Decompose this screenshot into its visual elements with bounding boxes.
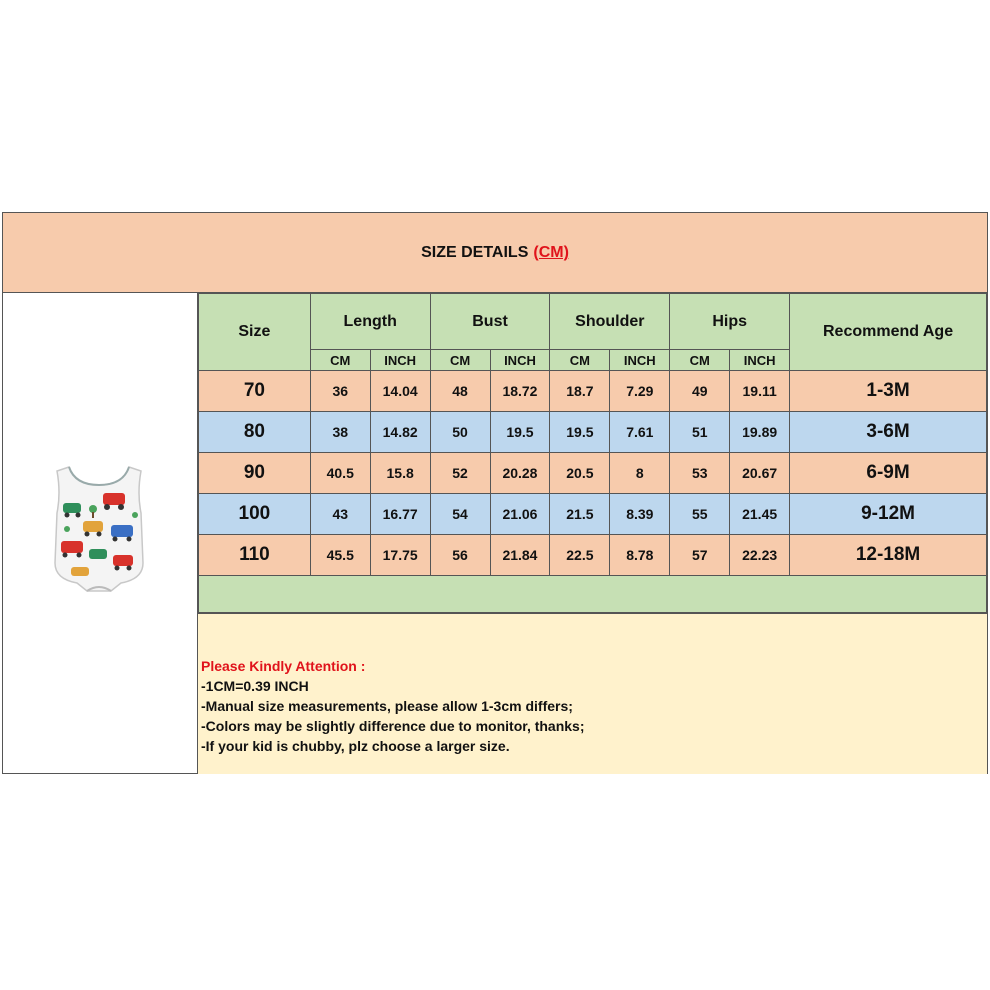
measure-cell: 36	[310, 371, 370, 412]
measure-cell: 19.5	[490, 412, 550, 453]
size-cell: 110	[199, 535, 311, 576]
note-line: -If your kid is chubby, plz choose a larger size.	[201, 738, 510, 754]
measure-cell: 22.23	[730, 535, 790, 576]
measure-cell: 20.28	[490, 453, 550, 494]
spacer-row	[199, 576, 987, 613]
product-image-panel	[3, 293, 198, 773]
notes-heading: Please Kindly Attention :	[201, 658, 366, 674]
size-cell: 90	[199, 453, 311, 494]
table-row	[199, 412, 987, 453]
unit-header: INCH	[730, 350, 790, 371]
measure-cell: 52	[430, 453, 490, 494]
measure-cell: 56	[430, 535, 490, 576]
measure-cell: 16.77	[370, 494, 430, 535]
table-row	[199, 453, 987, 494]
measure-cell: 21.45	[730, 494, 790, 535]
measure-cell: 20.67	[730, 453, 790, 494]
size-chart	[2, 212, 988, 774]
measure-cell: 50	[430, 412, 490, 453]
baby-romper-image	[53, 463, 145, 595]
measure-cell: 40.5	[310, 453, 370, 494]
table-row	[199, 494, 987, 535]
measure-cell: 7.29	[610, 371, 670, 412]
measure-cell: 14.04	[370, 371, 430, 412]
age-cell: 1-3M	[790, 371, 987, 412]
age-cell: 3-6M	[790, 412, 987, 453]
measure-cell: 8.39	[610, 494, 670, 535]
title-text: SIZE DETAILS	[421, 243, 529, 261]
measure-cell: 14.82	[370, 412, 430, 453]
measure-cell: 55	[670, 494, 730, 535]
header-shoulder: Shoulder	[550, 294, 670, 350]
measure-cell: 19.5	[550, 412, 610, 453]
size-cell: 100	[199, 494, 311, 535]
measure-cell: 43	[310, 494, 370, 535]
measure-cell: 53	[670, 453, 730, 494]
note-line: -Manual size measurements, please allow 1-3cm differs;	[201, 698, 573, 714]
empty-cell	[199, 576, 987, 613]
measure-cell: 22.5	[550, 535, 610, 576]
measure-cell: 18.7	[550, 371, 610, 412]
unit-header: INCH	[370, 350, 430, 371]
unit-header: CM	[430, 350, 490, 371]
measure-cell: 48	[430, 371, 490, 412]
title-unit: (CM)	[533, 243, 569, 261]
note-line: -1CM=0.39 INCH	[201, 678, 309, 694]
measure-cell: 38	[310, 412, 370, 453]
unit-header: INCH	[490, 350, 550, 371]
measure-cell: 21.84	[490, 535, 550, 576]
measure-cell: 51	[670, 412, 730, 453]
measure-cell: 18.72	[490, 371, 550, 412]
age-cell: 9-12M	[790, 494, 987, 535]
notes-panel	[198, 613, 987, 774]
measure-cell: 7.61	[610, 412, 670, 453]
measure-cell: 20.5	[550, 453, 610, 494]
header-hips: Hips	[670, 294, 790, 350]
measure-cell: 54	[430, 494, 490, 535]
measure-cell: 8	[610, 453, 670, 494]
note-line: -Colors may be slightly difference due to monitor, thanks;	[201, 718, 585, 734]
age-cell: 12-18M	[790, 535, 987, 576]
header-length: Length	[310, 294, 430, 350]
size-cell: 70	[199, 371, 311, 412]
header-recommend-age: Recommend Age	[790, 294, 987, 371]
table-row	[199, 535, 987, 576]
unit-header: INCH	[610, 350, 670, 371]
age-cell: 6-9M	[790, 453, 987, 494]
unit-header: CM	[550, 350, 610, 371]
notes-text	[201, 656, 585, 756]
measure-cell: 57	[670, 535, 730, 576]
table-row	[199, 371, 987, 412]
measure-cell: 21.06	[490, 494, 550, 535]
measure-cell: 17.75	[370, 535, 430, 576]
measure-cell: 49	[670, 371, 730, 412]
measure-cell: 19.89	[730, 412, 790, 453]
measure-cell: 15.8	[370, 453, 430, 494]
size-table	[198, 293, 987, 613]
title-band	[3, 213, 987, 293]
header-bust: Bust	[430, 294, 550, 350]
measure-cell: 21.5	[550, 494, 610, 535]
measure-cell: 8.78	[610, 535, 670, 576]
unit-header: CM	[310, 350, 370, 371]
unit-header: CM	[670, 350, 730, 371]
size-cell: 80	[199, 412, 311, 453]
measure-cell: 19.11	[730, 371, 790, 412]
header-size: Size	[199, 294, 311, 371]
measure-cell: 45.5	[310, 535, 370, 576]
